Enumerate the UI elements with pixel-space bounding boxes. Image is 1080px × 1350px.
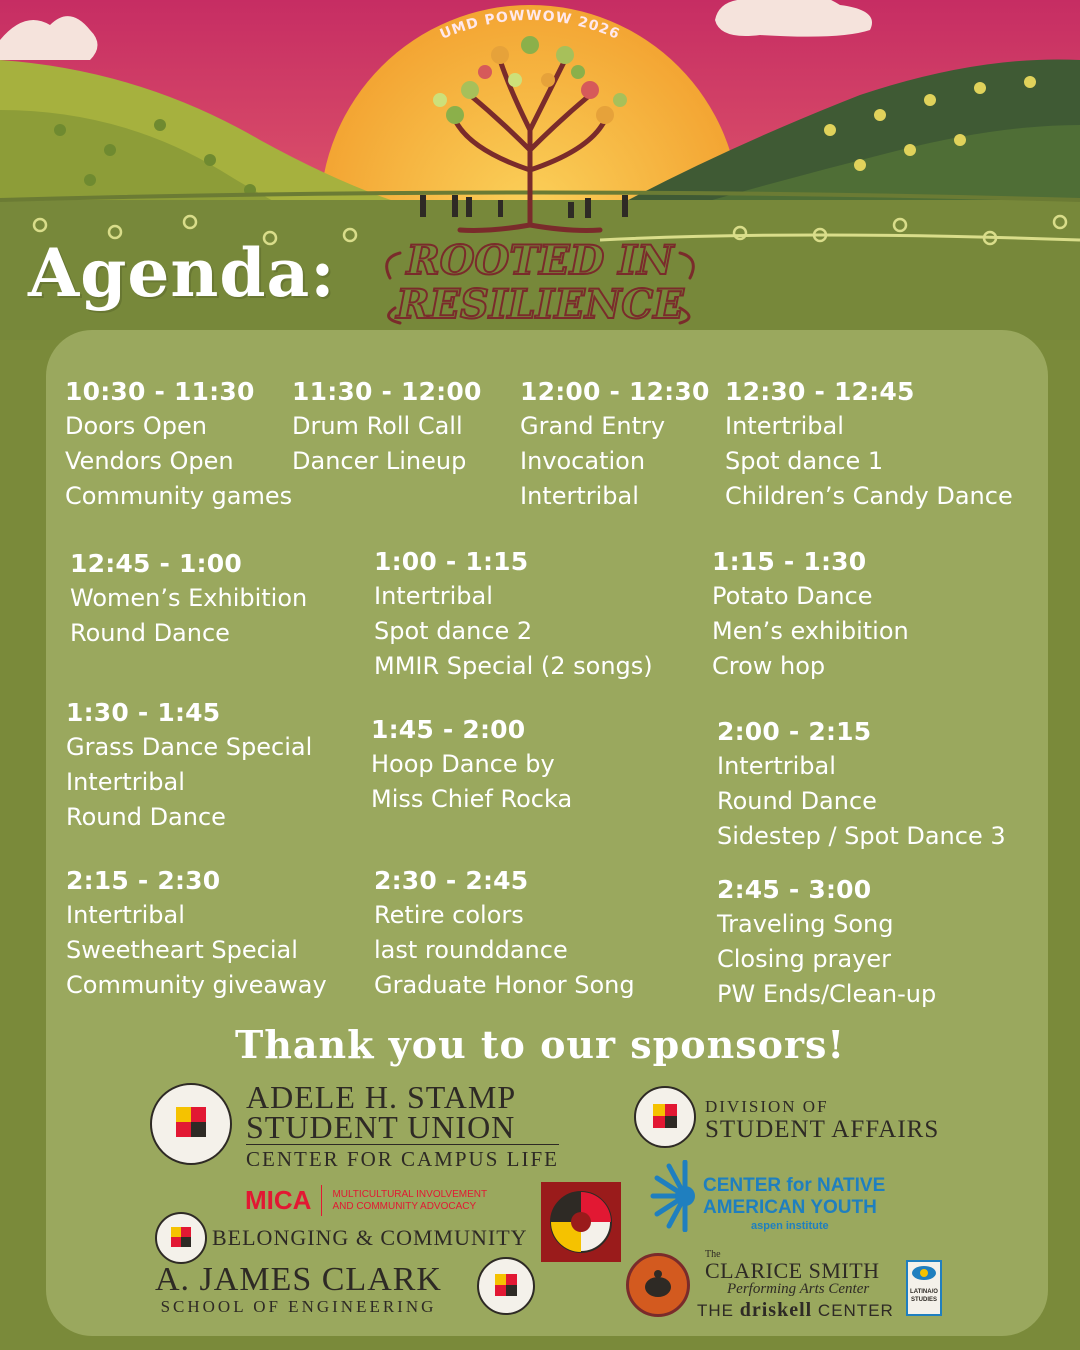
- turtle-seal-logo: [626, 1253, 690, 1317]
- schedule-block: [371, 713, 572, 817]
- agenda-item: Intertribal: [66, 901, 185, 929]
- agenda-item: Intertribal: [717, 752, 836, 780]
- dsa-line1: DIVISION OF: [705, 1097, 829, 1116]
- dsa-line2: STUDENT AFFAIRS: [705, 1116, 940, 1143]
- agenda-item: Invocation: [520, 447, 646, 475]
- agenda-item: PW Ends/Clean-up: [717, 980, 937, 1008]
- driskell-center-logo: [697, 1299, 894, 1322]
- schedule-block: [65, 375, 292, 514]
- medicine-wheel-icon: [541, 1182, 621, 1262]
- time-slot: 11:30 - 12:00: [292, 377, 482, 406]
- clark-line1: A. JAMES CLARK: [155, 1261, 442, 1298]
- umd-seal-logo: [634, 1086, 696, 1148]
- cnay-logo: [703, 1175, 885, 1233]
- agenda-item: Community giveaway: [66, 971, 327, 999]
- agenda-item: Drum Roll Call: [292, 412, 463, 440]
- agenda-item: Miss Chief Rocka: [371, 785, 573, 813]
- schedule-block: [66, 696, 312, 835]
- indigenize-badge: [541, 1182, 621, 1262]
- sponsors-heading: Thank you to our sponsors!: [234, 1022, 846, 1067]
- agenda-item: Children’s Candy Dance: [725, 482, 1013, 510]
- clark-engineering-logo: [155, 1262, 442, 1316]
- time-slot: 1:00 - 1:15: [374, 547, 529, 576]
- agenda-item: Retire colors: [374, 901, 524, 929]
- cnay-line3: aspen institute: [751, 1220, 829, 1232]
- agenda-item: Grass Dance Special: [66, 733, 313, 761]
- logo-line1: ROOTED IN: [406, 237, 674, 284]
- logo-line2: RESILIENCE: [396, 281, 684, 328]
- agenda-item: Intertribal: [374, 582, 493, 610]
- agenda-item: Intertribal: [66, 768, 185, 796]
- agenda-item: Intertribal: [725, 412, 844, 440]
- agenda-item: Closing prayer: [717, 945, 891, 973]
- agenda-item: Traveling Song: [717, 910, 894, 938]
- schedule-block: [712, 545, 909, 684]
- driskell-post: CENTER: [812, 1301, 894, 1320]
- stamp-student-union-logo: [246, 1079, 559, 1173]
- schedule-block: [292, 375, 482, 479]
- time-slot: 1:30 - 1:45: [66, 698, 221, 727]
- agenda-item: Vendors Open: [65, 447, 234, 475]
- event-arc-title: UMD POWWOW 2026: [437, 7, 623, 43]
- agenda-item: Spot dance 1: [725, 447, 884, 475]
- time-slot: 2:30 - 2:45: [374, 866, 529, 895]
- agenda-item: MMIR Special (2 songs): [374, 652, 653, 680]
- agenda-item: Grand Entry: [520, 412, 666, 440]
- agenda-item: Women’s Exhibition: [70, 584, 308, 612]
- schedule-block: [374, 545, 653, 684]
- schedule-block: [725, 375, 1013, 514]
- cnay-line2: AMERICAN YOUTH: [703, 1197, 877, 1218]
- sun-burst-icon: [645, 1160, 697, 1232]
- clarice-line3: Performing Arts Center: [727, 1281, 870, 1297]
- agenda-item: last rounddance: [374, 936, 568, 964]
- schedule-block: [717, 715, 1006, 854]
- time-slot: 12:45 - 1:00: [70, 549, 242, 578]
- umd-seal-logo: [150, 1083, 232, 1165]
- time-slot: 10:30 - 11:30: [65, 377, 255, 406]
- eye-icon: [908, 1262, 940, 1284]
- umd-shield-icon: [479, 1259, 533, 1313]
- schedule-block: [717, 873, 936, 1012]
- clarice-line1: The: [705, 1249, 721, 1260]
- agenda-item: Round Dance: [70, 619, 230, 647]
- agenda-item: Crow hop: [712, 652, 826, 680]
- student-affairs-logo: [705, 1097, 939, 1143]
- agenda-item: Spot dance 2: [374, 617, 533, 645]
- driskell-pre: THE: [697, 1301, 740, 1320]
- agenda-item: Sweetheart Special: [66, 936, 298, 964]
- clark-line2: SCHOOL OF ENGINEERING: [160, 1297, 437, 1316]
- belonging-community-logo: BELONGING & COMMUNITY: [212, 1225, 528, 1250]
- latina-line1: LATINA/O: [910, 1289, 938, 1295]
- umd-shield-icon: [636, 1088, 694, 1146]
- time-slot: 2:00 - 2:15: [717, 717, 872, 746]
- agenda-item: Graduate Honor Song: [374, 971, 635, 999]
- schedule-block: [374, 864, 635, 1003]
- stamp-line2: STUDENT UNION: [246, 1109, 516, 1145]
- schedule-block: [70, 547, 307, 651]
- agenda-heading: Agenda:: [28, 234, 336, 312]
- time-slot: 12:00 - 12:30: [520, 377, 710, 406]
- mica-line1: MULTICULTURAL INVOLVEMENT: [332, 1188, 488, 1200]
- mica-line2: AND COMMUNITY ADVOCACY: [332, 1200, 477, 1212]
- agenda-item: Potato Dance: [712, 582, 873, 610]
- stamp-line3: CENTER FOR CAMPUS LIFE: [246, 1144, 559, 1173]
- clarice-line2: CLARICE SMITH: [705, 1258, 880, 1283]
- umd-shield-icon: [157, 1214, 205, 1262]
- mica-logo: [245, 1185, 487, 1216]
- time-slot: 12:30 - 12:45: [725, 377, 915, 406]
- time-slot: 2:45 - 3:00: [717, 875, 872, 904]
- driskell-bold: driskell: [739, 1299, 813, 1321]
- clarice-smith-logo: [705, 1250, 880, 1297]
- umd-seal-logo: [477, 1257, 535, 1315]
- agenda-item: Dancer Lineup: [292, 447, 467, 475]
- schedule-block: [520, 375, 710, 514]
- umd-seal-logo: [155, 1212, 207, 1264]
- agenda-item: Community games: [65, 482, 293, 510]
- turtle-icon: [629, 1256, 687, 1314]
- stamp-line1: ADELE H. STAMP: [246, 1079, 517, 1115]
- time-slot: 1:15 - 1:30: [712, 547, 867, 576]
- mica-abbr: MICA: [245, 1185, 322, 1216]
- agenda-item: Hoop Dance by: [371, 750, 555, 778]
- agenda-item: Sidestep / Spot Dance 3: [717, 822, 1006, 850]
- agenda-item: Men’s exhibition: [712, 617, 909, 645]
- cnay-line1: CENTER for NATIVE: [703, 1175, 886, 1196]
- agenda-item: Intertribal: [520, 482, 639, 510]
- umd-shield-icon: [152, 1085, 230, 1163]
- schedule-block: [66, 864, 327, 1003]
- agenda-item: Round Dance: [717, 787, 877, 815]
- rooted-in-resilience-logo: [380, 228, 700, 328]
- time-slot: 1:45 - 2:00: [371, 715, 526, 744]
- latina-line2: STUDIES: [910, 1297, 937, 1303]
- latina-studies-logo: [906, 1260, 942, 1316]
- agenda-item: Doors Open: [65, 412, 207, 440]
- agenda-item: Round Dance: [66, 803, 226, 831]
- time-slot: 2:15 - 2:30: [66, 866, 221, 895]
